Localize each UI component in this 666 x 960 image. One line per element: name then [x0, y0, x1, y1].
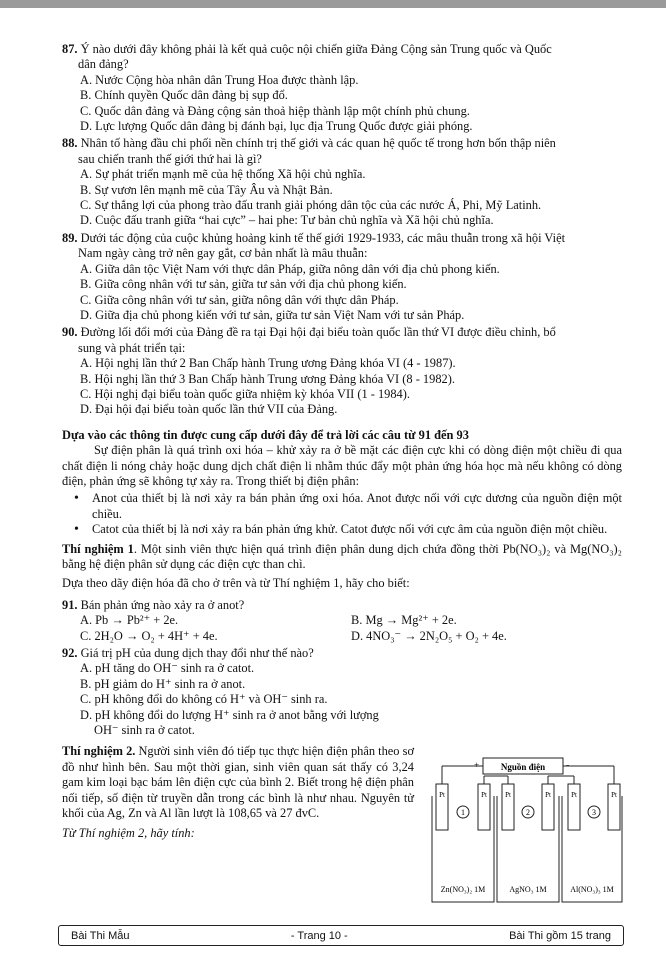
electrode-label: Pt	[481, 791, 487, 799]
question-92	[62, 646, 622, 738]
electrode-label: Pt	[505, 791, 511, 799]
cell-1-number: 1	[461, 808, 465, 817]
option-a: A. Pb → Pb²⁺ + 2e.	[80, 613, 179, 628]
electrode-label: Pt	[611, 791, 617, 799]
option-d: D. Lực lượng Quốc dân đảng bị đánh bại, lục địa Trung Quốc được giải phóng.	[80, 119, 473, 134]
question-stem: Ý nào dưới đây không phải là kết quả cuộc nội chiến giữa Đảng Cộng sản Trung quốc và Quốc	[80, 42, 552, 56]
option-d: D. Đại hội đại biểu toàn quốc lần thứ VII của Đảng.	[80, 402, 338, 417]
question-stem: Dưới tác động của cuộc khủng hoảng kinh tế thế giới 1929-1933, các mâu thuẫn trong xã hội Việt	[80, 230, 566, 245]
experiment-2	[62, 744, 414, 821]
question-stem-cont: sung và phát triển tại:	[78, 340, 186, 355]
experiment-1-follow: Dựa theo dãy điện hóa đã cho ở trên và từ Thí nghiệm 1, hãy cho biết:	[62, 576, 410, 591]
question-stem: Giá trị pH của dung dịch thay đổi như thế nào?	[80, 646, 314, 661]
electrode-label: Pt	[439, 791, 445, 799]
document-page	[62, 42, 622, 841]
question-number: 89.	[62, 230, 78, 245]
minus-sign: -	[566, 760, 570, 771]
question-88	[62, 136, 622, 228]
question-90	[62, 325, 622, 417]
option-a: A. Hội nghị lần thứ 2 Ban Chấp hành Trung ương Đảng khóa VI (4 - 1987).	[80, 356, 456, 371]
option-b: B. Hội nghị lần thứ 3 Ban Chấp hành Trung ương Đảng khóa VI (8 - 1982).	[80, 371, 455, 386]
cell-3-label: Al(NO₃)₃ 1M	[570, 885, 614, 894]
option-c: C. Sự thắng lợi của phong trào đấu tranh giải phóng dân tộc của các nước Á, Phi, Mỹ Latinh.	[80, 198, 542, 213]
option-b: B. Chính quyền Quốc dân đảng bị sụp đổ.	[80, 88, 288, 103]
question-stem-cont: dân đảng?	[78, 57, 129, 72]
option-b: B. Mg → Mg²⁺ + 2e.	[351, 613, 457, 628]
option-c: C. Giữa công nhân với tư sản, giữa nông dân với thực dân Pháp.	[80, 292, 399, 307]
question-number: 91.	[62, 597, 78, 612]
experiment-1	[62, 542, 622, 573]
question-stem-cont: Nam ngày càng trở nên gay gắt, cơ bản nhất là mâu thuẫn:	[78, 246, 368, 261]
bullet-item-anot: • Anot của thiết bị là nơi xảy ra bán phản ứng oxi hóa. Anot được nối với cực dương của nguồn điện một chiều.	[62, 491, 622, 522]
option-b: B. Giữa công nhân với tư sản, giữa tư sản với địa chủ phong kiến.	[80, 277, 407, 292]
option-b: B. pH giảm do H⁺ sinh ra ở anot.	[80, 676, 246, 691]
top-border	[0, 0, 666, 8]
option-d: D. Cuộc đấu tranh giữa “hai cực” – hai phe: Tư bản chủ nghĩa và Xã hội chủ nghĩa.	[80, 213, 494, 228]
question-text	[62, 325, 622, 340]
footer-right: Bài Thi gồm 15 trang	[509, 929, 611, 942]
bullet-list	[62, 491, 622, 537]
electrode-label: Pt	[545, 791, 551, 799]
option-c: C. Quốc dân đảng và Đảng cộng sản thoả hiệp thành lập một chính phủ chung.	[80, 103, 470, 118]
question-text	[62, 136, 622, 151]
option-b: B. Sự vươn lên mạnh mẽ của Tây Âu và Nhật Bản.	[80, 182, 333, 197]
options-row	[62, 629, 622, 644]
option-a: A. Sự phát triển mạnh mẽ của hệ thống Xã hội chủ nghĩa.	[80, 167, 366, 182]
experiment-2-label: Thí nghiệm 2.	[62, 744, 136, 759]
bullet-item-catot: • Catot của thiết bị là nơi xảy ra bán phản ứng khử. Catot được nối với cực âm của nguồn điện một chiều.	[62, 522, 622, 537]
question-text	[62, 231, 622, 246]
question-stem: Nhân tố hàng đầu chi phối nền chính trị thế giới và các quan hệ quốc tế trong hơn bốn thập niên	[80, 136, 556, 151]
option-a: A. pH tăng do OH⁻ sinh ra ở catot.	[80, 661, 255, 676]
option-d: D. pH không đổi do lượng H⁺ sinh ra ở anot bằng với lượng	[80, 707, 379, 722]
option-a: A. Giữa dân tộc Việt Nam với thực dân Pháp, giữa nông dân với địa chủ phong kiến.	[80, 261, 500, 276]
question-number: 87.	[62, 42, 78, 56]
question-89	[62, 231, 622, 323]
question-number: 90.	[62, 325, 78, 340]
question-number: 92.	[62, 646, 78, 661]
question-text	[62, 42, 622, 57]
option-a: A. Nước Cộng hòa nhân dân Trung Hoa được thành lập.	[80, 72, 359, 87]
question-stem: Đường lối đổi mới của Đảng đề ra tại Đại hội đại biểu toàn quốc lần thứ VI được điều chỉnh, bổ	[80, 325, 556, 340]
question-text	[62, 646, 622, 661]
power-source-label: Nguồn điện	[500, 762, 546, 772]
experiment-1-text: . Một sinh viên thực hiện quá trình điện phân dung dịch chứa đồng thời Pb(NO₃)₂ và Mg(NO₃)₂ bằng hệ điện phân sử dụng các điện cực than chì.	[62, 541, 622, 571]
cell-1-label: Zn(NO₃)₂ 1M	[440, 885, 486, 894]
option-d: D. Giữa địa chủ phong kiến với tư sản, giữa tư sản Việt Nam với tư sản Pháp.	[80, 307, 465, 322]
cell-3-number: 3	[592, 808, 596, 817]
experiment-2-text: Người sinh viên đó tiếp tục thực hiện điện phân theo sơ đồ như hình bên. Sau một thời gian, sinh viên quan sát thấy có 3,24 gam kim loại bạc bám lên điện cực của bình 2. Biết trong hệ điện phân nối tiếp, số điện từ truyền dẫn trong các bình là như nhau. Nguyên tử khối của Ag, Zn và Al lần lượt là 108,65 và 27 đvC.	[62, 744, 414, 821]
option-c: C. Hội nghị đại biểu toàn quốc giữa nhiệm kỳ khóa VII (1 - 1984).	[80, 386, 410, 401]
option-c: C. 2H₂O → O₂ + 4H⁺ + 4e.	[80, 628, 218, 643]
question-number: 88.	[62, 136, 78, 151]
electrolysis-diagram	[428, 756, 624, 910]
question-87	[62, 42, 622, 134]
experiment-1-label: Thí nghiệm 1	[62, 541, 134, 556]
question-text	[62, 598, 622, 613]
experiment-2-follow: Từ Thí nghiệm 2, hãy tính:	[62, 825, 195, 840]
cell-2-label: AgNO₃ 1M	[509, 885, 547, 894]
question-stem: Bán phản ứng nào xảy ra ở anot?	[80, 597, 245, 612]
electrode-label: Pt	[571, 791, 577, 799]
section-title: Dựa vào các thông tin được cung cấp dưới đây để trả lời các câu từ 91 đến 93	[62, 427, 469, 442]
option-d: D. 4NO₃⁻ → 2N₂O₅ + O₂ + 4e.	[351, 628, 507, 643]
cell-2-number: 2	[526, 808, 530, 817]
question-stem-cont: sau chiến tranh thế giới thứ hai là gì?	[78, 151, 262, 166]
page-footer	[58, 925, 624, 946]
question-91	[62, 598, 622, 644]
footer-left: Bài Thi Mẫu	[71, 929, 130, 942]
section-intro: Sự điện phân là quá trình oxi hóa – khử xảy ra ở bề mặt các điện cực khi có dòng điện một chiều đi qua chất điện li nóng chảy hoặc dung dịch chất điện li nhằm thúc đẩy một phản ứng hóa học mà nếu không có dòng điện, phản ứng sẽ không tự xảy ra. Trong thiết bị điện phân:	[62, 443, 622, 488]
plus-sign: +	[474, 760, 480, 770]
option-c: C. pH không đổi do không có H⁺ và OH⁻ sinh ra.	[80, 692, 328, 707]
option-d-cont: OH⁻ sinh ra ở catot.	[94, 723, 195, 738]
footer-page-number: - Trang 10 -	[290, 929, 348, 942]
options-row	[62, 613, 622, 628]
